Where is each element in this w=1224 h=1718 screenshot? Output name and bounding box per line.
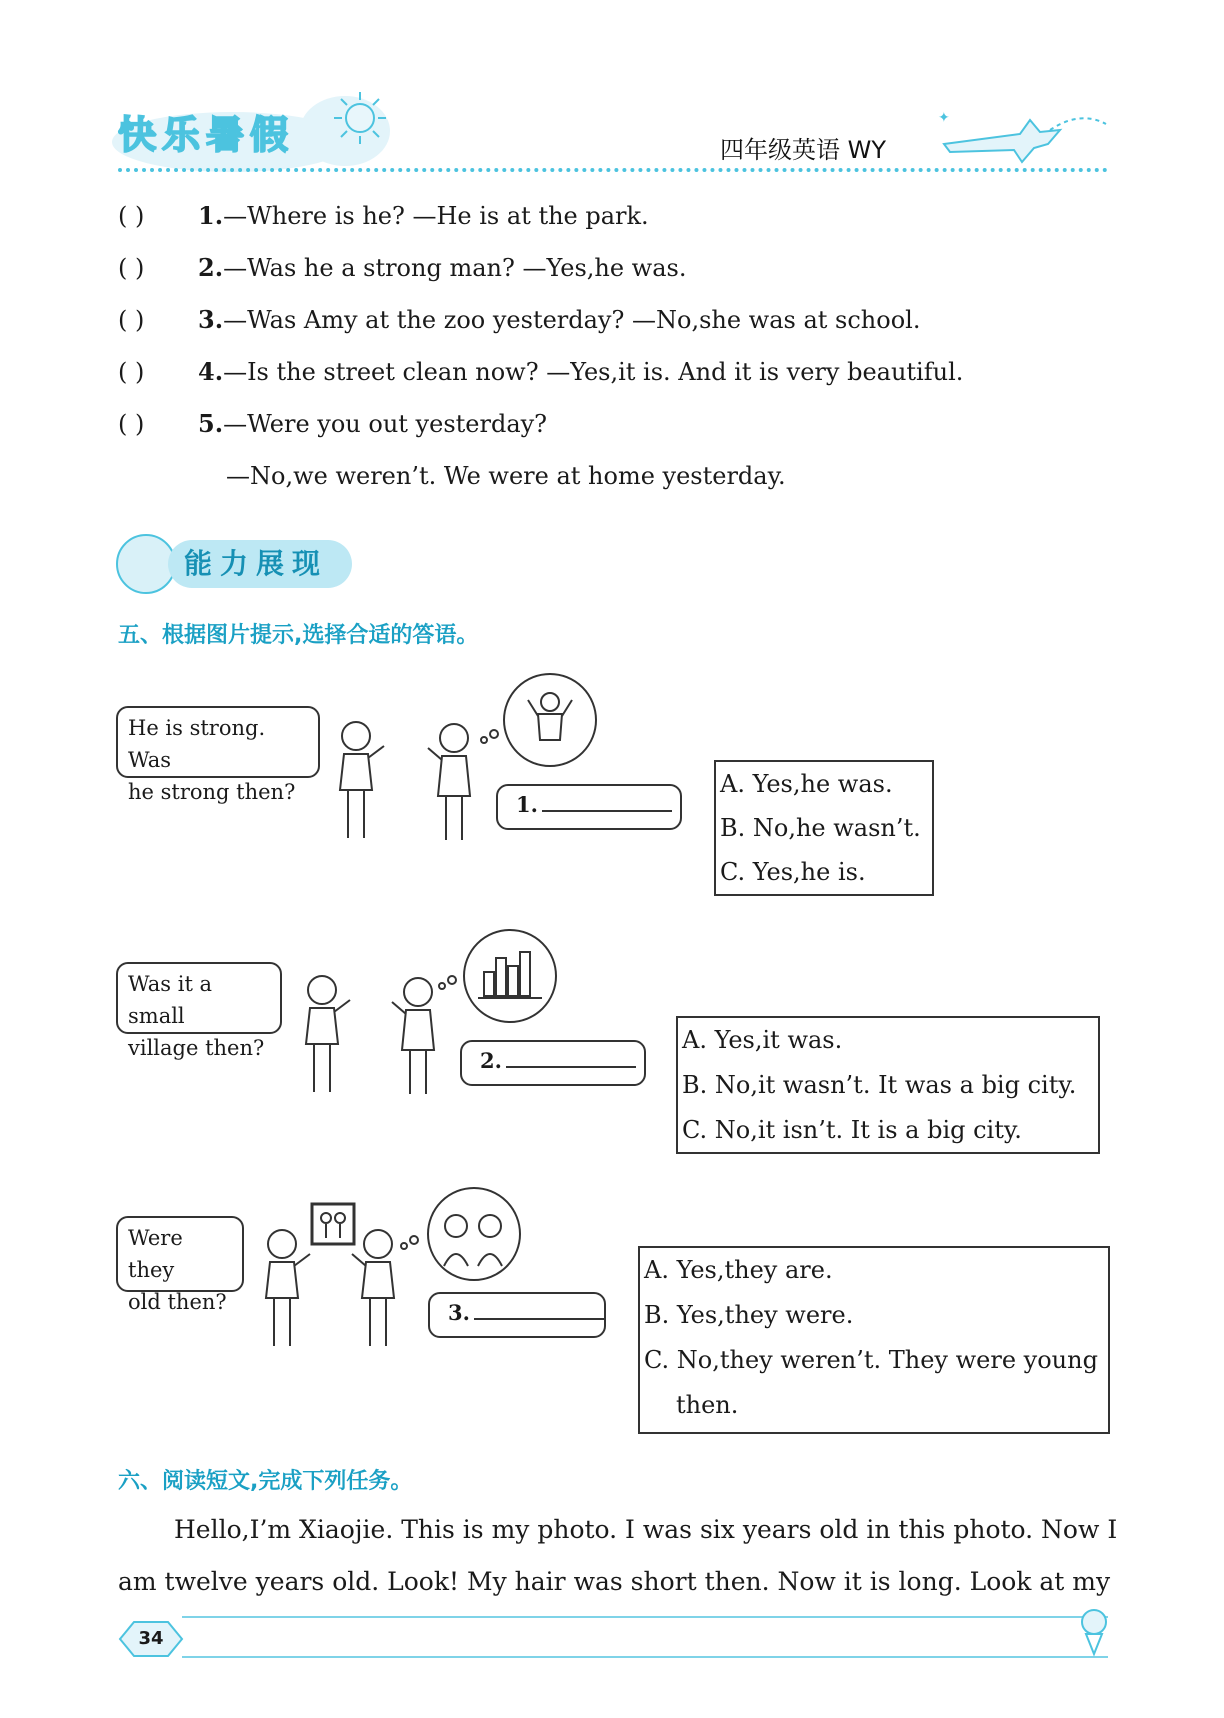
thought-bubble-city	[434, 928, 560, 1028]
answer-blank[interactable]	[542, 792, 672, 812]
question-text: —Was Amy at the zoo yesterday? —No,she was at school.	[223, 306, 921, 334]
question-number: 1.	[198, 201, 224, 230]
footer-line	[182, 1656, 1108, 1658]
answer-bubble	[496, 784, 682, 830]
bubble-line: He is strong. Was	[128, 716, 266, 772]
option: B. Yes,they were.	[644, 1301, 854, 1329]
question-row	[118, 302, 920, 338]
answer-bubble	[428, 1292, 606, 1338]
bubble-line: Was it a small	[128, 972, 213, 1028]
answer-paren[interactable]: ( )	[118, 410, 145, 438]
boy-figure	[326, 718, 396, 848]
pencil-mascot-icon	[1074, 1606, 1114, 1658]
part6-instruction: 六、阅读短文,完成下列任务。	[118, 1469, 413, 1494]
option: C. No,they weren’t. They were young	[644, 1346, 1098, 1374]
option: then.	[676, 1391, 739, 1419]
option: B. No,it wasn’t. It was a big city.	[682, 1071, 1077, 1099]
thought-bubble-strongman	[476, 670, 602, 770]
svg-text:✦: ✦	[938, 110, 950, 126]
answer-number: 1.	[516, 792, 538, 817]
speech-bubble	[116, 1216, 244, 1314]
option: A. Yes,it was.	[682, 1026, 843, 1054]
answer-paren[interactable]: ( )	[118, 358, 145, 386]
bubble-line: village then?	[128, 1036, 265, 1060]
reading-passage-line: Hello,I’m Xiaojie. This is my photo. I was six years old in this photo. Now I	[174, 1515, 1118, 1544]
speech-bubble	[116, 706, 320, 804]
question-text: —No,we weren’t. We were at home yesterday.	[226, 462, 786, 490]
bubble-line: Were they	[128, 1226, 183, 1282]
boy-figure	[292, 972, 362, 1102]
answer-blank[interactable]	[474, 1300, 604, 1320]
question-text: —Where is he? —He is at the park.	[223, 202, 649, 230]
question-row	[118, 250, 686, 286]
question-row	[118, 198, 649, 234]
airplane-icon	[930, 100, 1110, 170]
bubble-line: he strong then?	[128, 780, 296, 804]
speech-bubble	[116, 962, 282, 1060]
option: A. Yes,he was.	[720, 770, 893, 798]
question-text: —Were you out yesterday?	[223, 410, 548, 438]
footer-line	[182, 1616, 1108, 1618]
answer-paren[interactable]: ( )	[118, 254, 145, 282]
option: B. No,he wasn’t.	[720, 814, 921, 842]
option: C. Yes,he is.	[720, 858, 866, 886]
options-box	[714, 760, 934, 896]
option: C. No,it isn’t. It is a big city.	[682, 1116, 1022, 1144]
answer-bubble	[460, 1040, 646, 1086]
question-row-continued	[226, 458, 786, 494]
question-text: —Is the street clean now? —Yes,it is. And it is very beautiful.	[223, 358, 964, 386]
answer-number: 3.	[448, 1300, 470, 1325]
answer-number: 2.	[480, 1048, 502, 1073]
bubble-line: old then?	[128, 1290, 227, 1314]
question-number: 2.	[198, 253, 224, 282]
thought-bubble-couple	[398, 1186, 524, 1286]
brand-title: 快乐暑假	[118, 113, 295, 157]
boy-figure	[252, 1226, 322, 1356]
question-number: 5.	[198, 409, 224, 438]
question-row	[118, 354, 963, 390]
options-box	[638, 1246, 1110, 1434]
options-box	[676, 1016, 1100, 1154]
section-title: 能力展现	[168, 540, 352, 588]
part5-instruction: 五、根据图片提示,选择合适的答语。	[118, 623, 479, 648]
answer-blank[interactable]	[506, 1048, 636, 1068]
option: A. Yes,they are.	[644, 1256, 833, 1284]
question-number: 4.	[198, 357, 224, 386]
question-row	[118, 406, 547, 442]
question-text: —Was he a strong man? —Yes,he was.	[223, 254, 687, 282]
book-subtitle: 四年级英语 WY	[719, 136, 886, 164]
sun-icon	[330, 88, 390, 148]
girl-icon	[116, 534, 176, 594]
header-divider	[118, 168, 1108, 172]
answer-paren[interactable]: ( )	[118, 202, 145, 230]
reading-passage-line: am twelve years old. Look! My hair was short then. Now it is long. Look at my	[118, 1567, 1111, 1596]
page-number: 34	[138, 1628, 164, 1649]
question-number: 3.	[198, 305, 224, 334]
answer-paren[interactable]: ( )	[118, 306, 145, 334]
